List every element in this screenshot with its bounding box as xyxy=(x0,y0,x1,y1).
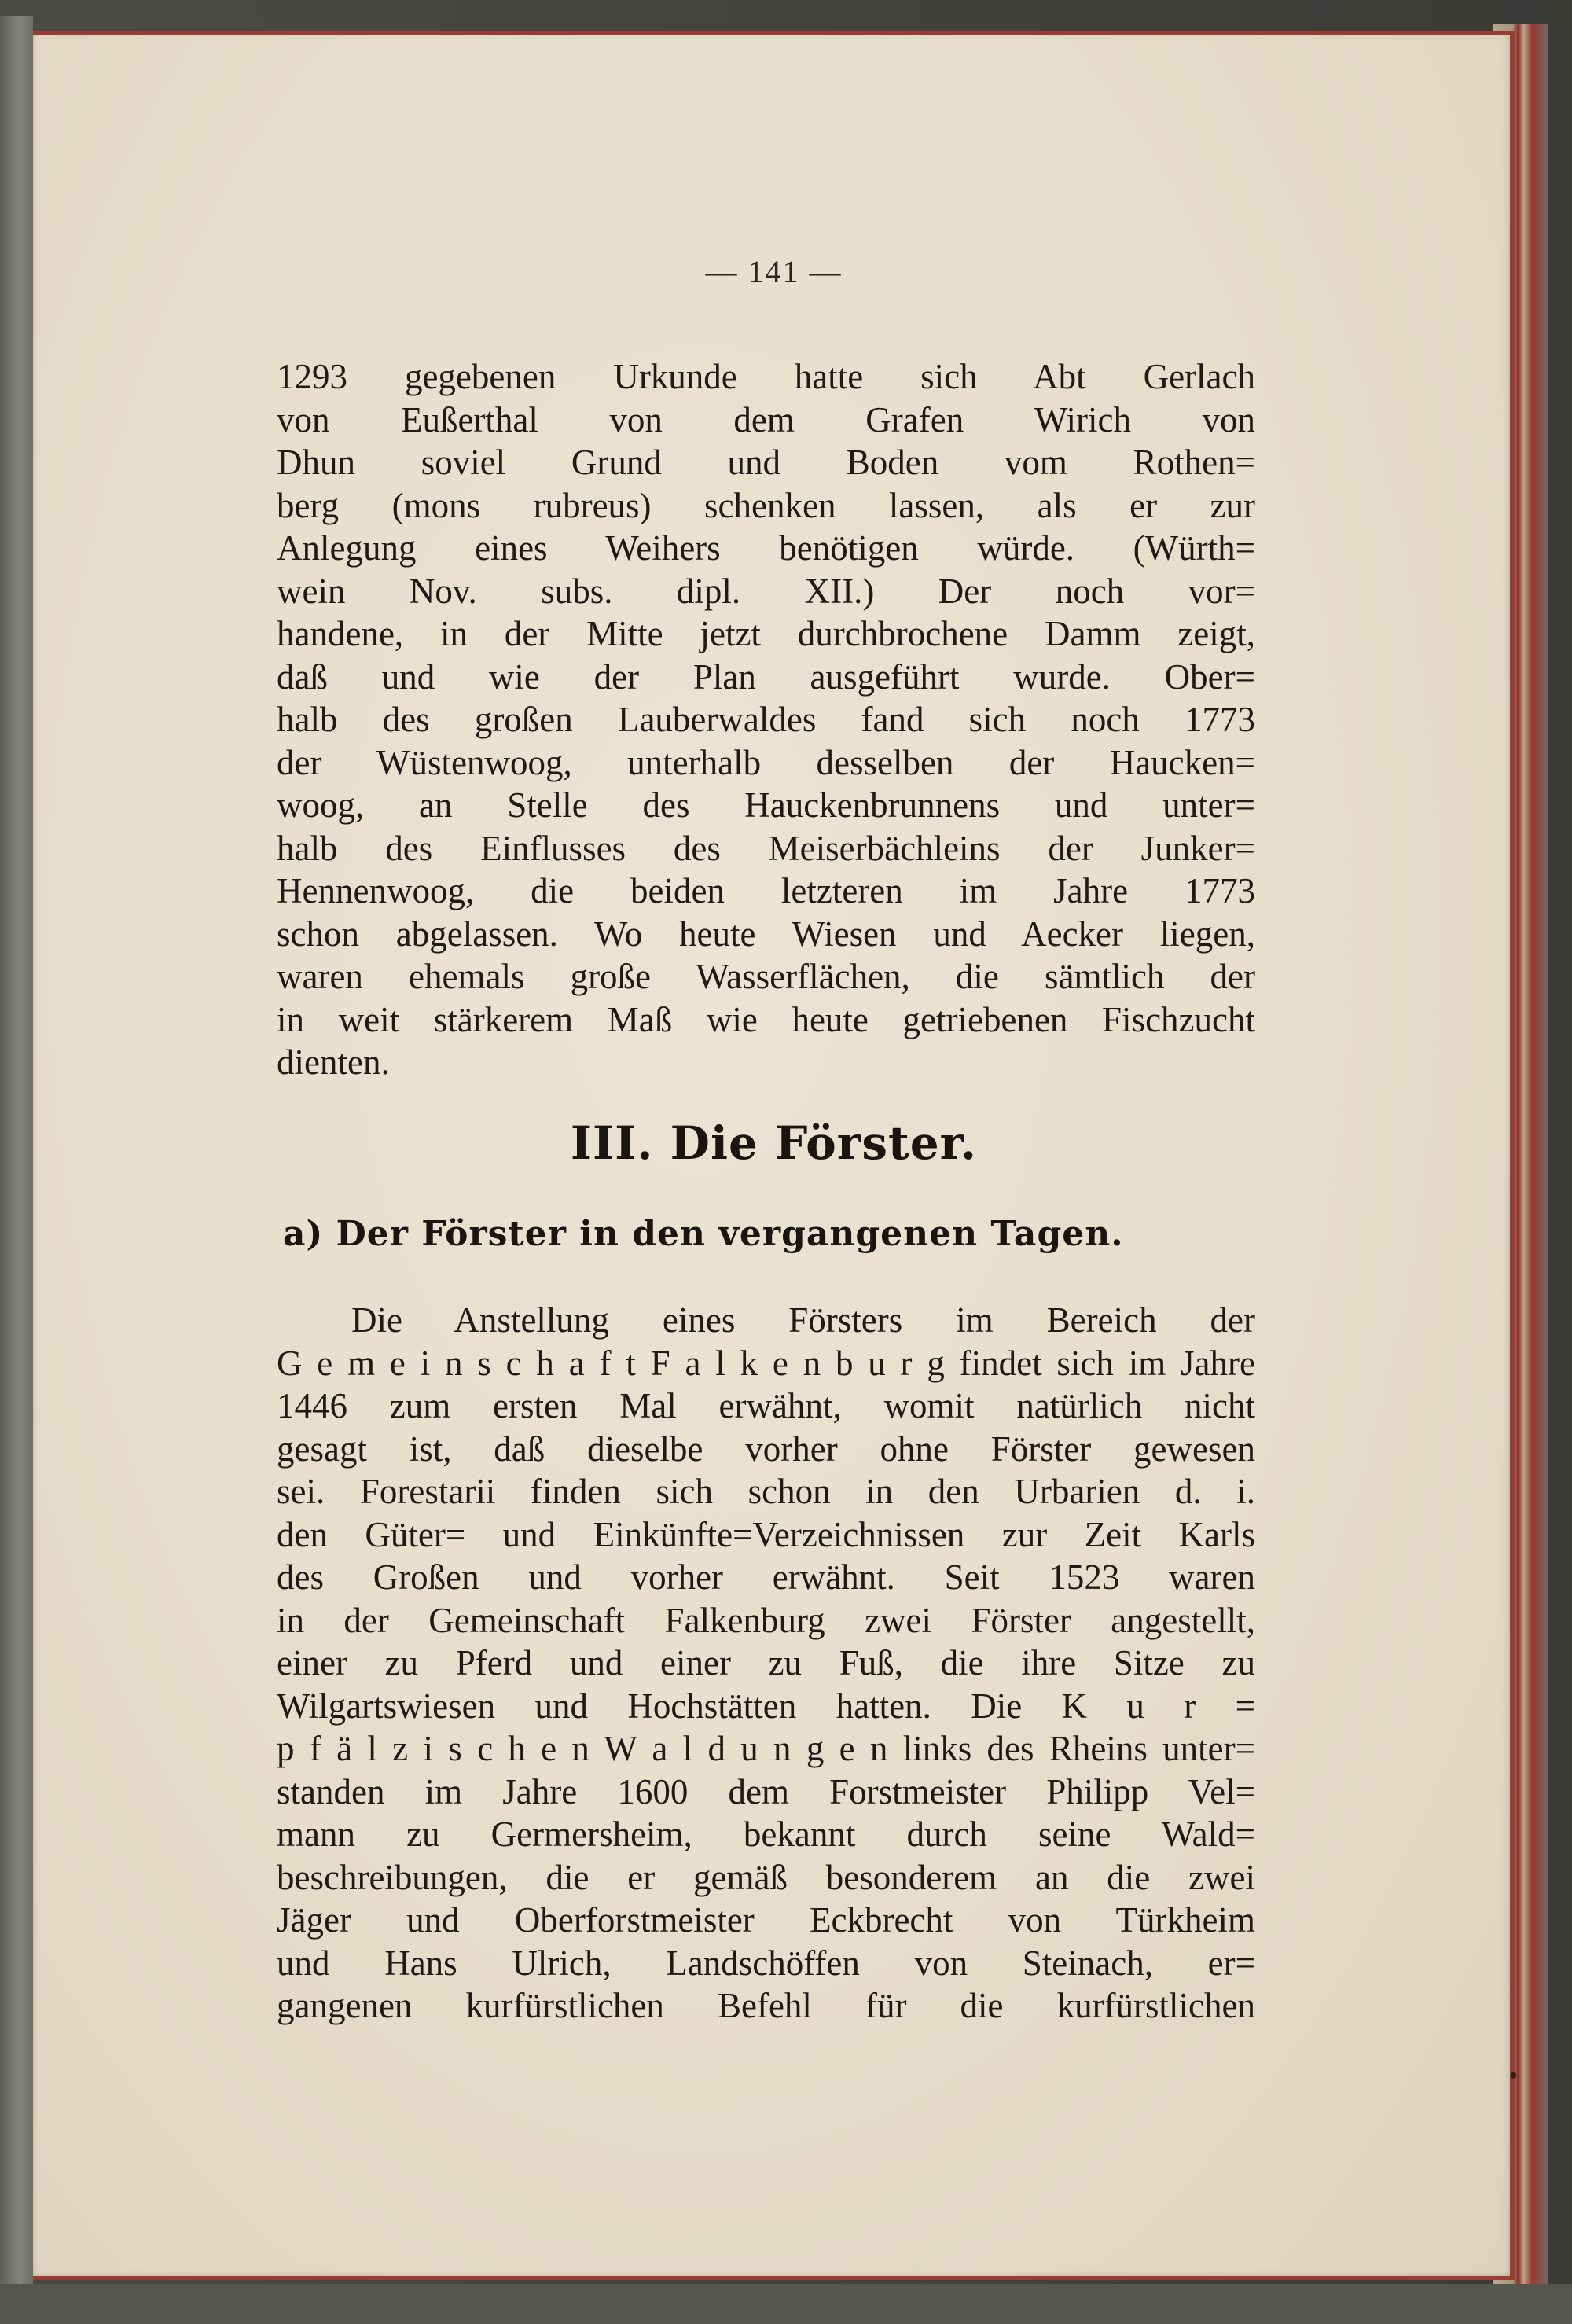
text-line: dienten. xyxy=(277,1042,390,1082)
margin-mark xyxy=(1511,2072,1516,2079)
text-line: und Hans Ulrich, Landschöffen von Steinach, er= xyxy=(277,1943,1255,1983)
book-page xyxy=(33,31,1515,2280)
text-line: in der Gemeinschaft Falkenburg zwei Förster angestellt, xyxy=(277,1600,1255,1640)
text-line: waren ehemals große Wasserflächen, die sämtlich der xyxy=(277,957,1255,996)
paragraph-2 xyxy=(277,1299,1255,2028)
text-line: 1293 gegebenen Urkunde hatte sich Abt Gerlach xyxy=(277,357,1255,396)
text-line: halb des großen Lauberwaldes fand sich noch 1773 xyxy=(277,700,1255,739)
text-line: den Güter= und Einkünfte=Verzeichnissen zur Zeit Karls xyxy=(277,1514,1255,1554)
text-line: standen im Jahre 1600 dem Forstmeister Philipp Vel= xyxy=(277,1771,1255,1811)
text-line: G e m e i n s c h a f t F a l k e n b u r g findet sich im Jahre xyxy=(277,1343,1255,1383)
text-line: in weit stärkerem Maß wie heute getriebenen Fischzucht xyxy=(277,999,1255,1039)
text-line: Hennenwoog, die beiden letzteren im Jahre 1773 xyxy=(277,871,1255,910)
text-line: berg (mons rubreus) schenken lassen, als er zur xyxy=(277,485,1255,525)
paragraph-1 xyxy=(277,355,1255,1084)
text-line: p f ä l z i s c h e n W a l d u n g e n links des Rheins unter= xyxy=(277,1729,1255,1768)
text-line: halb des Einflusses des Meiserbächleins der Junker= xyxy=(277,828,1255,868)
text-line: der Wüstenwoog, unterhalb desselben der Haucken= xyxy=(277,742,1255,782)
text-line: handene, in der Mitte jetzt durchbrochene Damm zeigt, xyxy=(277,614,1255,653)
section-heading: III. Die Förster. xyxy=(570,1116,978,1170)
page-number: — 141 — xyxy=(705,254,843,289)
subsection-heading: a) Der Förster in den vergangenen Tagen. xyxy=(283,1214,1124,1254)
text-line: woog, an Stelle des Hauckenbrunnens und unter= xyxy=(277,785,1255,825)
book-cover-bottom xyxy=(0,2284,1572,2324)
text-line: schon abgelassen. Wo heute Wiesen und Aecker liegen, xyxy=(277,914,1255,954)
text-line: mann zu Germersheim, bekannt durch seine Wald= xyxy=(277,1815,1255,1854)
page-border-bottom xyxy=(33,2276,1515,2280)
book-cover-left xyxy=(0,16,33,2296)
text-line: gangenen kurfürstlichen Befehl für die kurfürstlichen xyxy=(277,1986,1255,2025)
text-line: Die Anstellung eines Försters im Bereich der xyxy=(351,1300,1255,1340)
text-line: Jäger und Oberforstmeister Eckbrecht von Türkheim xyxy=(277,1900,1255,1940)
text-line: sei. Forestarii finden sich schon in den Urbarien d. i. xyxy=(277,1472,1255,1511)
text-line: des Großen und vorher erwähnt. Seit 1523 waren xyxy=(277,1557,1255,1597)
text-line: von Eußerthal von dem Grafen Wirich von xyxy=(277,399,1255,439)
text-line: wein Nov. subs. dipl. XII.) Der noch vor= xyxy=(277,571,1255,611)
text-line: Anlegung eines Weihers benötigen würde. (Würth= xyxy=(277,528,1255,568)
text-line: Dhun soviel Grund und Boden vom Rothen= xyxy=(277,443,1255,482)
text-line: gesagt ist, daß dieselbe vorher ohne Förster gewesen xyxy=(277,1429,1255,1469)
text-line: 1446 zum ersten Mal erwähnt, womit natürlich nicht xyxy=(277,1386,1255,1425)
text-line: beschreibungen, die er gemäß besonderem an die zwei xyxy=(277,1857,1255,1897)
text-line: daß und wie der Plan ausgeführt wurde. Ober= xyxy=(277,656,1255,697)
text-line: Wilgartswiesen und Hochstätten hatten. Die K u r = xyxy=(277,1686,1255,1726)
text-line: einer zu Pferd und einer zu Fuß, die ihre Sitze zu xyxy=(277,1643,1255,1682)
page-border-top xyxy=(33,31,1515,35)
